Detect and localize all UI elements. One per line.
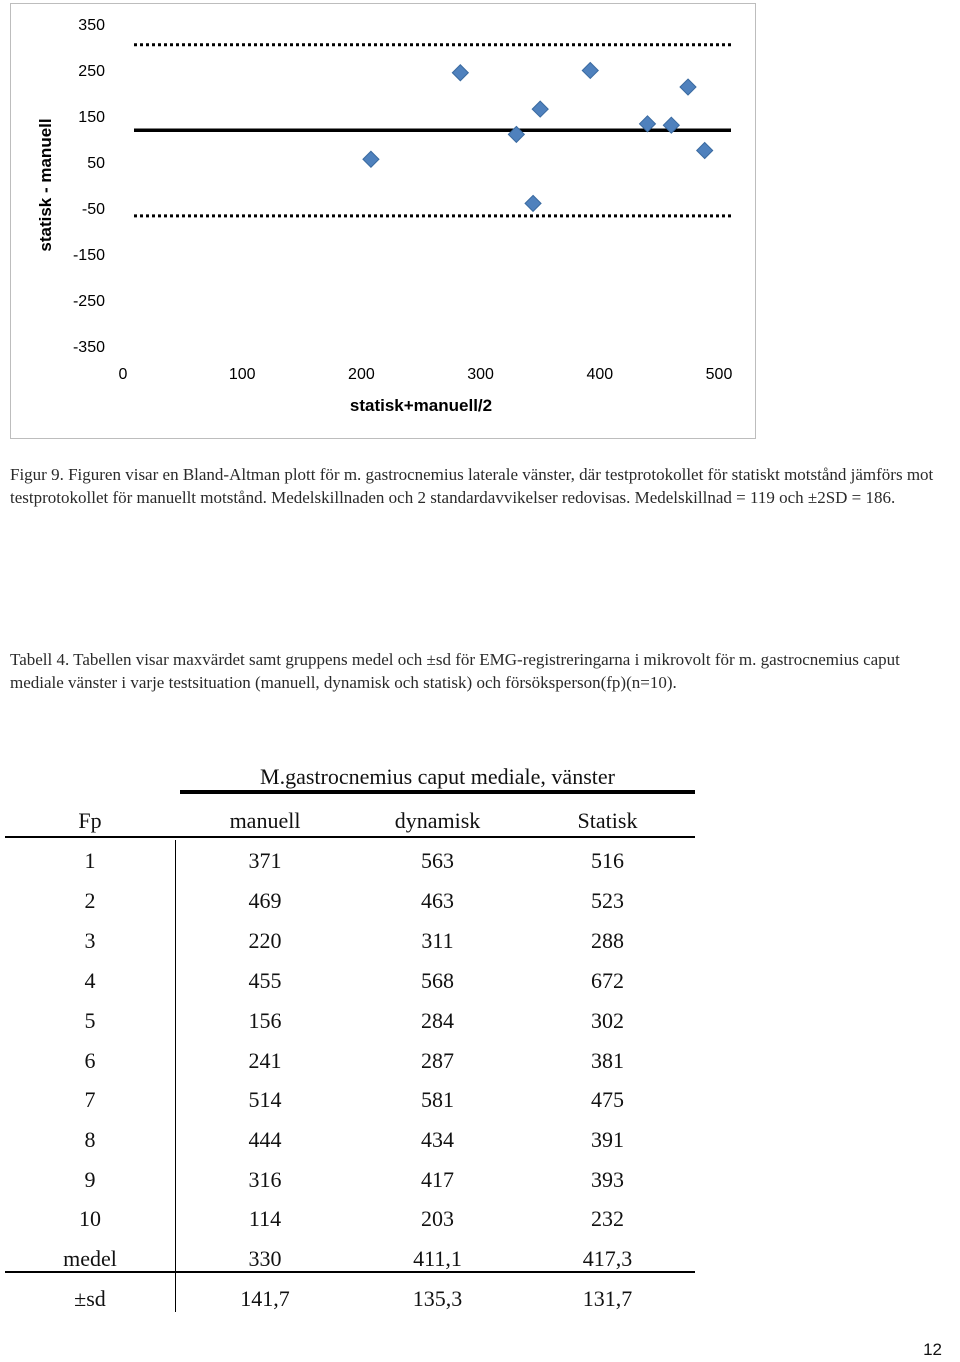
table-cell: 523 (591, 888, 624, 913)
table-cell: 417 (421, 1167, 454, 1192)
table-caption: Tabell 4. Tabellen visar maxvärdet samt gruppens medel och ±sd för EMG-registreringarna i mikrovolt för m. gastrocnemius caput mediale vänster i varje testsituation (manuell, dynamisk och statisk) och försöksperson(fp)(n=10). (10, 650, 900, 692)
figure-caption: Figur 9. Figuren visar en Bland-Altman plott för m. gastrocnemius laterale vänster, där testprotokollet för statiskt motstånd jämförs mot testprotokollet för manuellt motstånd. Medelskillnaden och 2 standardavvikelser redovisas. Medelskillnad = 119 och ±2SD = 186. (10, 465, 934, 507)
table-title: M.gastrocnemius caput mediale, vänster (260, 764, 615, 789)
table-row (5, 1006, 695, 1036)
data-point (532, 101, 548, 117)
table-cell: 469 (248, 888, 282, 913)
table-cell: 581 (421, 1087, 454, 1112)
table-cell: 241 (248, 1048, 282, 1073)
table-cell: 7 (84, 1087, 96, 1112)
table-cell: 475 (591, 1087, 624, 1112)
data-point (452, 65, 468, 81)
header-dynamisk: dynamisk (394, 808, 481, 833)
header-fp: Fp (78, 808, 102, 833)
table-cell: 232 (591, 1206, 624, 1231)
table-cell: 411,1 (413, 1246, 462, 1271)
table-cell: 203 (421, 1206, 454, 1231)
table-cell: 302 (591, 1008, 624, 1033)
y-tick-label: -350 (72, 339, 105, 356)
x-tick-label: 300 (467, 366, 494, 383)
table-cell: 455 (248, 968, 282, 993)
table-cell: 141,7 (240, 1286, 290, 1311)
table-cell: 434 (421, 1127, 454, 1152)
table-cell: 288 (591, 928, 624, 953)
table-cell: 514 (248, 1087, 282, 1112)
header-manuell: manuell (229, 808, 301, 833)
header-statisk: Statisk (577, 808, 638, 833)
y-tick-label: 150 (78, 109, 105, 126)
table-cell: medel (63, 1246, 117, 1271)
table-row (5, 1125, 695, 1155)
table-cell: 516 (591, 848, 624, 873)
table-row (5, 1244, 695, 1274)
x-tick-label: 0 (118, 366, 128, 383)
table-cell: 1 (84, 848, 96, 873)
table-row (5, 1284, 695, 1314)
table-cell: 311 (421, 928, 454, 953)
table-row (5, 846, 695, 876)
data-point (697, 143, 713, 159)
table-cell: 6 (84, 1048, 96, 1073)
table-header-row (5, 806, 695, 836)
table-cell: 463 (421, 888, 454, 913)
table-cell: 8 (84, 1127, 96, 1152)
table-cell: 371 (248, 848, 282, 873)
bland-altman-chart (10, 3, 756, 439)
table-cell: 5 (84, 1008, 96, 1033)
table-cell: 563 (421, 848, 454, 873)
table-row (5, 1165, 695, 1195)
table-cell: 417,3 (582, 1246, 633, 1271)
table-cell: 131,7 (582, 1286, 633, 1311)
table-cell: 391 (591, 1127, 624, 1152)
data-point (680, 79, 696, 95)
table-row (5, 1046, 695, 1076)
data-point (582, 62, 598, 78)
y-tick-label: 250 (78, 63, 105, 80)
table-header-rule (5, 836, 695, 838)
y-tick-label: 350 (78, 17, 105, 34)
table-row (5, 926, 695, 956)
table-cell: 114 (248, 1206, 282, 1231)
table-cell: 381 (591, 1048, 624, 1073)
table-cell: 10 (79, 1206, 101, 1231)
chart-plot-area (11, 4, 757, 440)
table-cell: ±sd (74, 1286, 106, 1311)
table-row (5, 886, 695, 916)
x-tick-label: 400 (586, 366, 614, 383)
table-cell: 220 (248, 928, 282, 953)
table-cell: 393 (591, 1167, 624, 1192)
table-cell: 287 (421, 1048, 454, 1073)
y-tick-label: -50 (81, 201, 105, 218)
table-cell: 316 (248, 1167, 282, 1192)
page-number: 12 (923, 1340, 942, 1359)
x-axis-title: statisk+manuell/2 (349, 396, 493, 415)
y-axis-title: statisk - manuell (36, 118, 55, 252)
table-row (5, 1085, 695, 1115)
table-title-rule (180, 790, 695, 794)
table-cell: 4 (84, 968, 96, 993)
y-tick-label: -150 (72, 247, 105, 264)
table-row (5, 966, 695, 996)
data-point (525, 195, 541, 211)
table-cell: 2 (84, 888, 96, 913)
table-summary-rule (5, 1271, 695, 1273)
table-cell: 3 (84, 928, 96, 953)
x-tick-label: 200 (348, 366, 375, 383)
table-cell: 330 (248, 1246, 282, 1271)
data-point (363, 151, 379, 167)
table-cell: 444 (248, 1127, 282, 1152)
table-cell: 568 (421, 968, 454, 993)
table-cell: 135,3 (412, 1286, 463, 1311)
y-tick-label: 50 (87, 155, 105, 172)
x-tick-label: 100 (228, 366, 256, 383)
table-cell: 156 (248, 1008, 282, 1033)
y-tick-label: -250 (72, 293, 105, 310)
table-cell: 672 (591, 968, 624, 993)
table-cell: 284 (421, 1008, 454, 1033)
x-tick-label: 500 (705, 366, 733, 383)
table-cell: 9 (84, 1167, 96, 1192)
table-row (5, 1204, 695, 1234)
